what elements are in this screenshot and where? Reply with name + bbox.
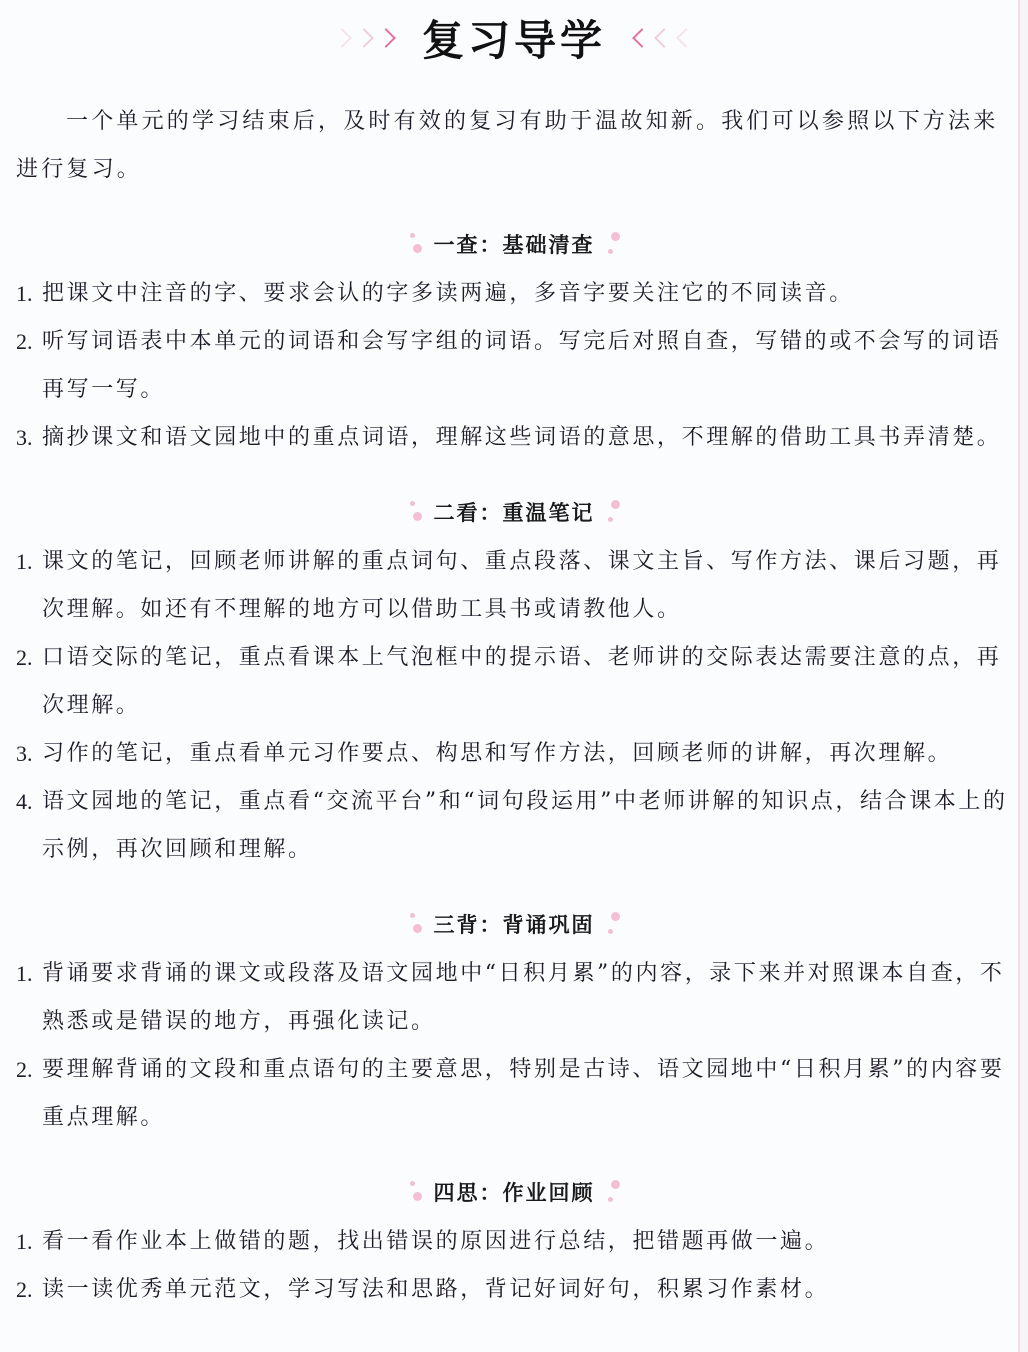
dot-decoration-icon <box>605 1177 621 1207</box>
section-title: 一查：基础清查 <box>433 233 595 257</box>
content <box>16 98 1012 1314</box>
intro-paragraph: 一个单元的学习结束后，及时有效的复习有助于温故知新。我们可以参照以下方法来进行复习。 <box>16 109 999 182</box>
list-item <box>16 778 1012 874</box>
page-title: 复习导学 <box>421 16 606 65</box>
item-text: 要理解背诵的文段和重点语句的主要意思，特别是古诗、语文园地中“日积月累”的内容要重点理解。 <box>42 1057 1005 1130</box>
section-heading <box>16 904 1012 944</box>
item-list <box>16 538 1012 874</box>
list-item <box>16 634 1012 730</box>
item-text: 读一读优秀单元范文，学习写法和思路，背记好词好句，积累习作素材。 <box>42 1277 830 1302</box>
list-item <box>16 270 1012 318</box>
list-item <box>16 538 1012 634</box>
item-list <box>16 1218 1012 1314</box>
item-number: 3. <box>16 741 33 766</box>
list-item <box>16 1218 1012 1266</box>
item-text: 背诵要求背诵的课文或段落及语文园地中“日积月累”的内容，录下来并对照课本自查，不熟悉或是错误的地方，再强化读记。 <box>42 961 1005 1034</box>
item-number: 1. <box>16 961 33 986</box>
dot-decoration-icon <box>605 909 621 939</box>
item-number: 2. <box>16 329 33 354</box>
section-title: 三背：背诵巩固 <box>433 913 595 937</box>
item-number: 3. <box>16 425 33 450</box>
item-text: 语文园地的笔记，重点看“交流平台”和“词句段运用”中老师讲解的知识点，结合课本上的示例，再次回顾和理解。 <box>42 789 1008 862</box>
list-item <box>16 1046 1012 1142</box>
item-number: 2. <box>16 645 33 670</box>
item-list <box>16 950 1012 1142</box>
section-review-notes <box>16 492 1012 874</box>
list-item <box>16 318 1012 414</box>
page-edge <box>1018 0 1028 1352</box>
item-text: 听写词语表中本单元的词语和会写字组的词语。写完后对照自查，写错的或不会写的词语再写一写。 <box>42 329 1002 402</box>
item-number: 1. <box>16 549 33 574</box>
section-basic-check <box>16 224 1012 462</box>
item-number: 1. <box>16 281 33 306</box>
section-heading <box>16 492 1012 532</box>
section-recite <box>16 904 1012 1142</box>
chevron-left-decoration-icon <box>632 31 696 45</box>
item-list <box>16 270 1012 462</box>
section-homework-review <box>16 1172 1012 1314</box>
section-heading <box>16 1172 1012 1212</box>
list-item <box>16 730 1012 778</box>
list-item <box>16 950 1012 1046</box>
item-number: 1. <box>16 1229 33 1254</box>
item-text: 习作的笔记，重点看单元习作要点、构思和写作方法，回顾老师的讲解，再次理解。 <box>42 741 953 766</box>
item-text: 看一看作业本上做错的题，找出错误的原因进行总结，把错题再做一遍。 <box>42 1229 830 1254</box>
list-item <box>16 414 1012 462</box>
item-text: 把课文中注音的字、要求会认的字多读两遍，多音字要关注它的不同读音。 <box>42 281 854 306</box>
dot-decoration-icon <box>408 497 424 527</box>
dot-decoration-icon <box>408 1177 424 1207</box>
title-bar <box>0 8 1028 68</box>
section-title: 二看：重温笔记 <box>433 501 595 525</box>
item-number: 4. <box>16 789 33 814</box>
section-title: 四思：作业回顾 <box>433 1181 595 1205</box>
dot-decoration-icon <box>408 909 424 939</box>
dot-decoration-icon <box>605 497 621 527</box>
item-text: 口语交际的笔记，重点看课本上气泡框中的提示语、老师讲的交际表达需要注意的点，再次理解。 <box>42 645 1002 718</box>
dot-decoration-icon <box>605 229 621 259</box>
list-item <box>16 1266 1012 1314</box>
dot-decoration-icon <box>408 229 424 259</box>
item-text: 摘抄课文和语文园地中的重点词语，理解这些词语的意思，不理解的借助工具书弄清楚。 <box>42 425 1002 450</box>
item-text: 课文的笔记，回顾老师讲解的重点词句、重点段落、课文主旨、写作方法、课后习题，再次理解。如还有不理解的地方可以借助工具书或请教他人。 <box>42 549 1002 622</box>
chevron-right-decoration-icon <box>332 31 396 45</box>
item-number: 2. <box>16 1277 33 1302</box>
item-number: 2. <box>16 1057 33 1082</box>
section-heading <box>16 224 1012 264</box>
